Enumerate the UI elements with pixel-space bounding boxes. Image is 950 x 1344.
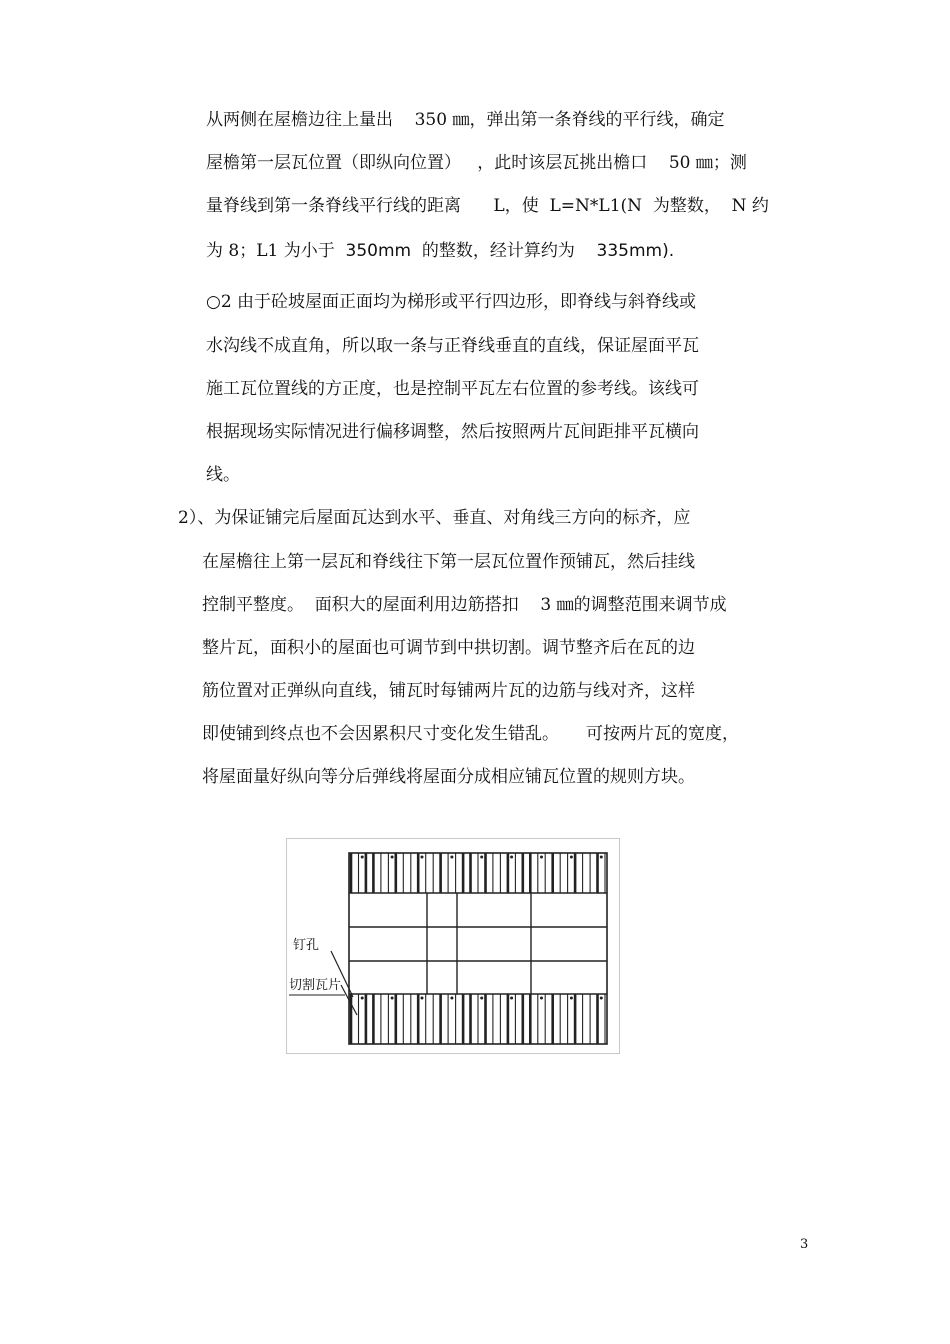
paragraph3-line4: 整片瓦，面积小的屋面也可调节到中拱切割。调节整齐后在瓦的边 [202,638,695,658]
bottom-row-nail-hole [451,997,453,999]
paragraph3-line1: 2）、为保证铺完后屋面瓦达到水平、垂直、对角线三方向的标齐，应 [178,508,691,528]
paragraph1-line1: 从两侧在屋檐边往上量出 350 ㎜，弹出第一条脊线的平行线，确定 [206,110,725,130]
top-row-nail-hole [600,856,602,858]
paragraph2-line2: 水沟线不成直角，所以取一条与正脊线垂直的直线，保证屋面平瓦 [206,336,699,356]
bottom-row-nail-hole [541,997,543,999]
bottom-row-nail-hole [391,997,393,999]
paragraph3-line6: 即使铺到终点也不会因累积尺寸变化发生错乱。 可按两片瓦的宽度， [202,724,740,744]
top-row-nail-hole [451,856,453,858]
paragraph2-line3: 施工瓦位置线的方正度，也是控制平瓦左右位置的参考线。该线可 [206,379,699,399]
top-row-nail-hole [541,856,543,858]
paragraph1-line4 [206,241,674,261]
paragraph3-line2: 在屋檐往上第一层瓦和脊线往下第一层瓦位置作预铺瓦，然后挂线 [202,552,695,572]
nail-hole-label: 钉孔 [293,938,320,953]
paragraph1-line4-part2: 小于 350mm 的整数，经计算约为 335mm). [300,241,675,261]
paragraph2-line5: 线。 [206,465,240,485]
top-row-nail-hole [391,856,393,858]
bottom-row-nail-hole [511,997,513,999]
paragraph3-line7: 将屋面量好纵向等分后弹线将屋面分成相应铺瓦位置的规则方块。 [202,767,695,787]
circled-number-marker: ○2 [206,292,232,312]
paragraph2-line1 [206,292,696,312]
paragraph1-line2: 屋檐第一层瓦位置（即纵向位置） ，此时该层瓦挑出檐口 50 ㎜；测 [206,153,747,173]
paragraph1-line4-part1: 为 8；L1 为 [206,241,301,261]
paragraph3-line5: 筋位置对正弹纵向直线，铺瓦时每铺两片瓦的边筋与线对齐，这样 [202,681,695,701]
bottom-row-nail-hole [571,997,573,999]
paragraph2-line4: 根据现场实际情况进行偏移调整，然后按照两片瓦间距排平瓦横向 [206,422,699,442]
page-number: 3 [800,1237,809,1252]
paragraph1-line3: 量脊线到第一条脊线平行线的距离 L，使 L=N*L1(N 为整数， N 约 [206,196,769,216]
bottom-row-nail-hole [481,997,483,999]
bottom-row-nail-hole [361,997,363,999]
top-row-nail-hole [361,856,363,858]
paragraph3-line3: 控制平整度。 面积大的屋面利用边筋搭扣 3 ㎜的调整范围来调节成 [202,595,727,615]
top-row-nail-hole [511,856,513,858]
top-row-nail-hole [421,856,423,858]
tile-layout-figure [286,838,620,1054]
cut-tile-label: 切割瓦片 [289,978,342,993]
paragraph2-line1-text: 由于砼坡屋面正面均为梯形或平行四边形，即脊线与斜脊线或 [231,292,697,312]
top-row-nail-hole [481,856,483,858]
bottom-row-nail-hole [421,997,423,999]
top-row-nail-hole [571,856,573,858]
tile-layout-diagram [287,839,619,1053]
bottom-row-nail-hole [600,997,602,999]
